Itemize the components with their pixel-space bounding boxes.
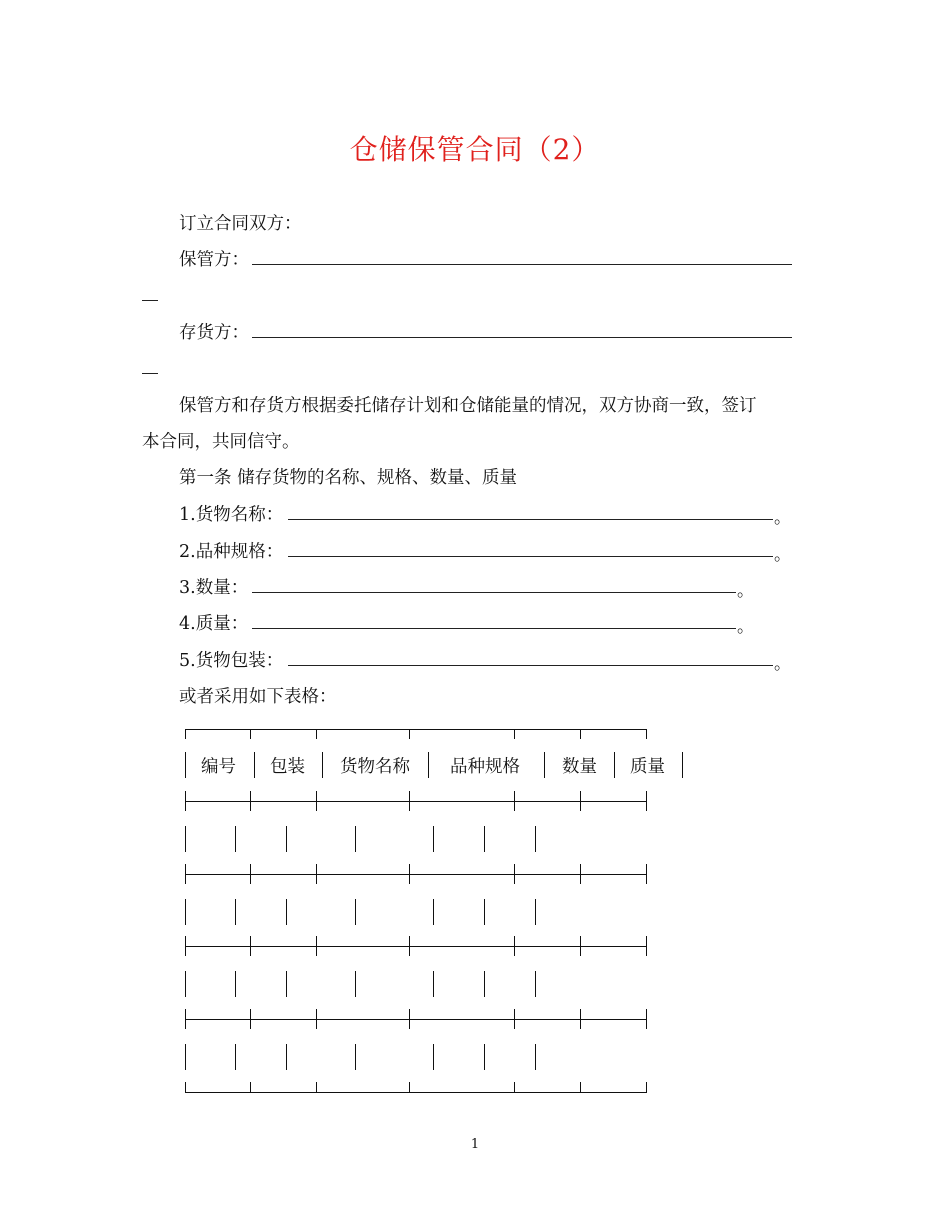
article-1-heading: 第一条 储存货物的名称、规格、数量、质量 [179, 468, 518, 488]
item-quality-blank[interactable] [252, 628, 736, 629]
item-packaging-label: 5.货物包装： [179, 651, 284, 671]
table-header-packaging: 包装 [270, 757, 305, 777]
item-quantity-label: 3.数量： [179, 578, 249, 598]
page-number: 1 [470, 1137, 480, 1152]
table-rule [185, 1019, 647, 1020]
table-intro: 或者采用如下表格： [179, 687, 337, 707]
table-rule [185, 1092, 647, 1093]
item-quantity-blank[interactable] [252, 592, 736, 593]
depositor-blank-continuation [142, 373, 158, 374]
table-header-variety-spec: 品种规格 [450, 757, 520, 777]
table-header-quality: 质量 [630, 757, 665, 777]
item-quality-label: 4.质量： [179, 614, 249, 634]
custodian-blank-continuation [142, 300, 158, 301]
item-goods-name-label: 1.货物名称： [179, 505, 284, 525]
item-quantity-end: 。 [737, 581, 754, 601]
item-variety-spec-label: 2.品种规格： [179, 542, 284, 562]
table-rule [185, 874, 647, 875]
item-quality-end: 。 [737, 617, 754, 637]
table-header-goods-name: 货物名称 [340, 757, 410, 777]
depositor-blank[interactable] [252, 337, 792, 338]
paragraph-line-2: 本合同，共同信守。 [142, 432, 300, 452]
custodian-label: 保管方： [179, 250, 249, 270]
custodian-blank[interactable] [252, 264, 792, 265]
parties-intro: 订立合同双方： [179, 214, 302, 234]
item-goods-name-end: 。 [774, 508, 791, 528]
table-header-number: 编号 [201, 757, 236, 777]
item-packaging-end: 。 [774, 654, 791, 674]
item-goods-name-blank[interactable] [288, 519, 773, 520]
table-rule [185, 946, 647, 947]
item-variety-spec-blank[interactable] [288, 556, 773, 557]
depositor-label: 存货方： [179, 323, 249, 343]
table-rule [185, 729, 647, 730]
item-packaging-blank[interactable] [288, 665, 773, 666]
table-header-quantity: 数量 [562, 757, 597, 777]
item-variety-spec-end: 。 [774, 545, 791, 565]
document-title: 仓储保管合同（2） [349, 133, 601, 166]
table-rule [185, 801, 647, 802]
paragraph-line-1: 保管方和存货方根据委托储存计划和仓储能量的情况，双方协商一致，签订 [179, 396, 757, 416]
